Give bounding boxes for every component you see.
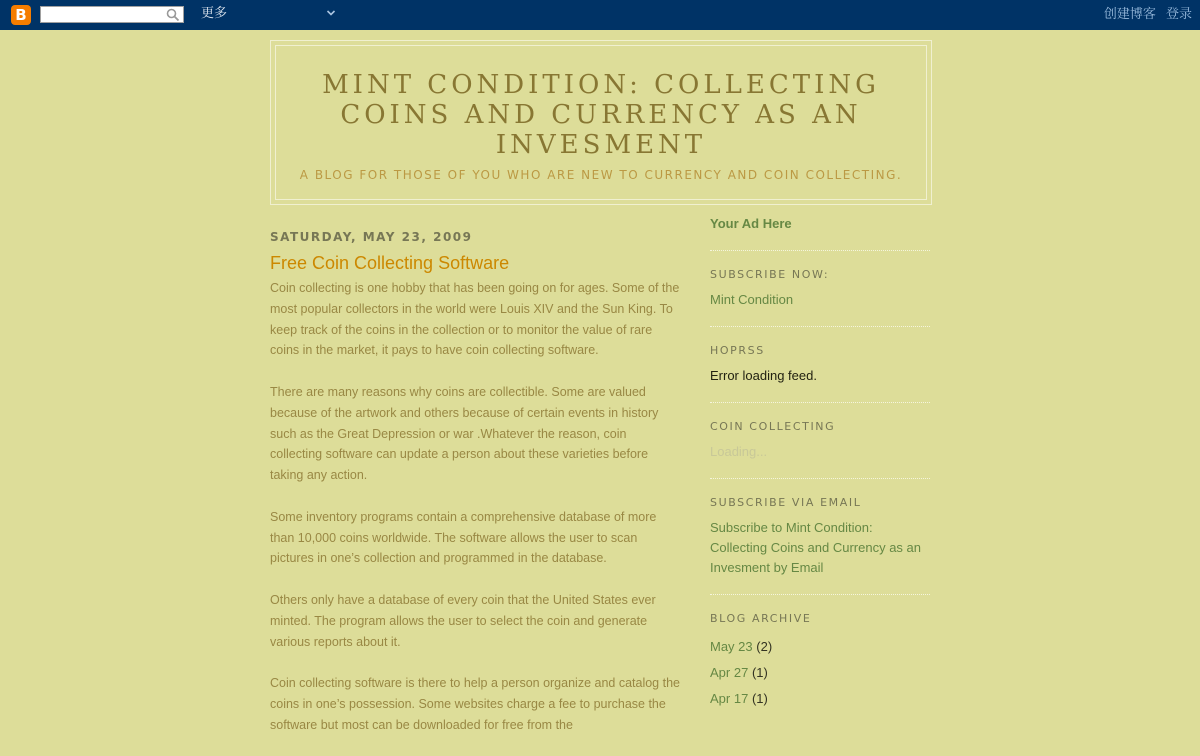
archive-link[interactable]: Apr 27	[710, 665, 749, 680]
more-menu[interactable]	[201, 6, 227, 24]
blogger-navbar	[0, 0, 1200, 30]
blog-description: A BLOG FOR THOSE OF YOU WHO ARE NEW TO CURRENCY AND COIN COLLECTING.	[299, 168, 903, 182]
hoprss-widget	[710, 344, 930, 403]
blogger-logo-icon[interactable]	[11, 5, 31, 25]
chevron-down-icon[interactable]	[326, 8, 336, 18]
blogger-logo-letter: B	[15, 6, 27, 24]
feed-error-text: Error loading feed.	[710, 368, 817, 383]
navbar-right-links	[1098, 6, 1192, 24]
subscribe-now-link[interactable]: Mint Condition	[710, 292, 794, 307]
loading-text: Loading...	[710, 444, 768, 459]
post-date: SATURDAY, MAY 23, 2009	[270, 230, 473, 244]
sign-in-link[interactable]: 登录	[1165, 7, 1192, 22]
archive-item	[710, 660, 930, 686]
widget-title: HOPRSS	[710, 344, 765, 357]
post-paragraph: Coin collecting software is there to help a person organize and catalog the coins in one’s possession. Some websites charge a fee to purchase the software but most can be downloaded for free from the	[270, 676, 680, 732]
search-box	[40, 6, 184, 23]
post-paragraph: Some inventory programs contain a comprehensive database of more than 10,000 coins worldwide. The software allows the user to scan pictures in one’s collection and programmed in the database.	[270, 509, 657, 566]
archive-count: (2)	[756, 639, 773, 654]
archive-link[interactable]: May 23	[710, 639, 753, 654]
post-body	[270, 278, 680, 736]
ad-widget	[710, 214, 930, 251]
archive-item	[710, 634, 930, 660]
coin-collecting-widget	[710, 420, 930, 479]
archive-count: (1)	[751, 691, 768, 706]
widget-title: BLOG ARCHIVE	[710, 612, 812, 625]
ad-link[interactable]: Your Ad Here	[710, 216, 792, 231]
sidebar	[710, 212, 930, 745]
blog-header-inner	[275, 45, 927, 200]
more-menu-label: 更多	[201, 6, 228, 21]
blog-header	[270, 40, 932, 205]
subscribe-email-widget	[710, 496, 930, 595]
search-icon[interactable]	[166, 8, 180, 22]
widget-title: SUBSCRIBE NOW:	[710, 268, 830, 281]
create-blog-link[interactable]: 创建博客	[1103, 7, 1156, 22]
widget-title: SUBSCRIBE VIA EMAIL	[710, 496, 862, 509]
post-paragraph: Coin collecting is one hobby that has been going on for ages. Some of the most popular collectors in the world were Louis XIV and the Sun King. To keep track of the coins in the collection or to monitor the value of rare coins in the market, it pays to have coin collecting software.	[270, 281, 680, 358]
post-paragraph: There are many reasons why coins are collectible. Some are valued because of the artwork and others because of certain events in history such as the Great Depression or war .Whatever the reason, coin collecting software can update a person about these varieties before taking any action.	[270, 384, 659, 483]
archive-count: (1)	[751, 665, 768, 680]
blog-title[interactable]: MINT CONDITION: COLLECTING COINS AND CURRENCY AS AN INVESMENT	[322, 70, 880, 160]
search-input[interactable]	[41, 10, 165, 25]
blog-archive-widget	[710, 612, 930, 728]
widget-title: COIN COLLECTING	[710, 420, 836, 433]
main-content	[270, 228, 680, 756]
post-paragraph: Others only have a database of every coin that the United States ever minted. The program allows the user to select the coin and generate various reports about it.	[270, 592, 656, 649]
subscribe-now-widget	[710, 268, 930, 327]
archive-item	[710, 686, 930, 712]
subscribe-email-link[interactable]: Subscribe to Mint Condition: Collecting Coins and Currency as an Invesment by Email	[710, 520, 921, 575]
post-title[interactable]: Free Coin Collecting Software	[270, 253, 510, 273]
archive-link[interactable]: Apr 17	[710, 691, 749, 706]
